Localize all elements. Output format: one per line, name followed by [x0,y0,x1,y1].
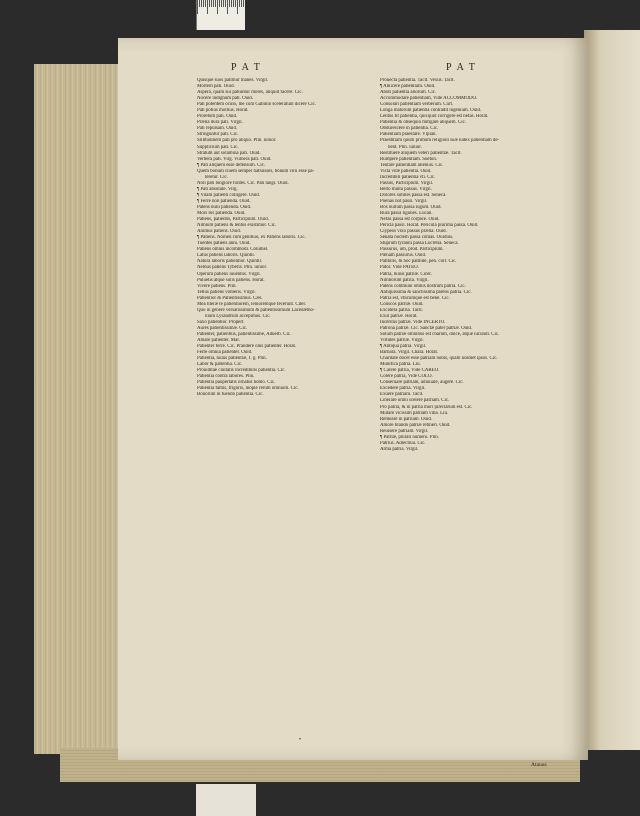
catchword: Atauus [531,762,547,768]
text-line: ¶ Ferre non patienda. Ouid. [197,198,251,204]
text-line: Passus, Participium. Virgil. [380,180,434,186]
text-line: Antiquissima & sanctissima parens patria. Cic. [380,289,472,295]
text-line: teretur. Cic. [205,174,228,180]
text-line: Patientia contra labores. Plin. [197,374,255,380]
text-line: Longa malorum patientia contradit ingenium. Ouid. [380,108,482,114]
text-line: Sillitudinem pati pro aliquo. Plin. iunior. [197,138,277,144]
text-line: Conscos patriæ. Ouid. [380,301,424,307]
text-line: ¶ Patiens. Nomen cum genitiuo, ex Patiens laboris. Cic. [197,235,306,241]
text-line: ¶ Patriæ, plurali numero. Plin. [380,434,439,440]
text-line: Patiens omnis incommodi. Columel. [197,247,269,253]
text-line: Aspera, quam sui patiuntur mores, aliquid facere. Cic. [197,90,303,96]
text-line: Pati potentem oculo, me cum Gabinio sceleratum dicere Cic. [197,102,316,108]
text-line: Conseruare patriam, adiuuare, augere. Cic. [380,380,464,386]
text-line: Aures patientissimæ. Cic. [197,325,248,331]
text-line: Patientia famis, frigoris, inopie rerum omnium. Cic. [197,386,299,392]
text-line: nium Lysandrum accepimus. Cic. [205,313,271,319]
text-line: Patientia & obsequio mitigare aliquem. Cic. [380,120,466,126]
text-line: Nimium patiens & lentus existimor. Cic. [197,223,277,229]
text-line: Quem bonum ciuem semper habuisses, bonum virū esse pa- [197,168,315,174]
text-line: Amore blando patriæ retineri. Ouid. [380,422,451,428]
text-line: Arma patria. Virgil. [380,446,419,452]
running-head-right: PAT [446,62,481,73]
text-line: Restituere aliquem veteri patientiæ. Tacit. [380,150,462,156]
text-line: Exul patriæ. Horat. [380,313,418,319]
text-line: Excidera patria. Tacit. [380,307,424,313]
running-head-left: PAT [231,62,266,73]
text-line: Victa vitæ patientia. Ouid. [380,168,432,174]
text-line: Nemus patiens Tyberis. Plin. iunior. [197,265,268,271]
text-line: Patienter ferre. Cic. Prandere olus patienter. Horat. [197,344,297,350]
text-line: Pericla passi. Horat. Pericula plurima passa. Ouid. [380,223,479,229]
text-line: Patientiam praestare. Vlpian. [380,132,437,138]
text-line: Prælia dura pati. Virgil. [197,120,243,126]
text-line: Stratum aut solamina pati. Ouid. [197,150,261,156]
text-line: Praestitiam quum primum religioni suæ iudex patientiam de- [380,138,500,144]
text-line: Pati potius mollius. Horat. [197,108,249,114]
facing-page [584,30,640,750]
text-line: Abuti patientia aliorum. Cic. [380,90,437,96]
scale-ruler [196,0,245,30]
text-line: Charitate docet esse patriam nobis, quam nosmet ipsos. Cic. [380,356,498,362]
text-line: Natura laboris patientior. Quintil. [197,259,263,265]
text-line: Patientia paupertatis ornatus homo. Cic. [197,380,276,386]
text-line: Nocere indignum pati. Ouid. [197,96,254,102]
text-line: Prouiditae ciuitatis incredibilis patientia. Cic. [197,368,286,374]
text-line: Pati repulsam. Ouid. [197,126,238,132]
text-line: Virtutes patriæ. Virgil. [380,338,424,344]
text-line: Accommodare patientiam, Vide ACCOMMODO. [380,96,478,102]
text-line: Bos nullum passa iugum. Ouid. [380,204,442,210]
text-line: Latus patiens laboris. Quintil. [197,253,255,259]
text-line: Tuentes patiens anni. Ouid. [197,241,251,247]
text-line: Patiens, patientis, Participium. Ouid. [197,217,269,223]
text-line: ¶ Abiicere patientiam. Ouid. [380,84,436,90]
text-line: Patibilis, & hoc patibile, pen. corr. Cic. [380,259,457,265]
text-line: Quo in genere versatissimum & patientissimum Lacedæmo- [197,307,315,313]
text-line: Obdurescere in patientia. Cic. [380,126,439,132]
text-line: Rura passa ligones. Lucan. [380,211,433,217]
text-line: ¶ Vilam patienti colligere. Ouid. [197,192,260,198]
text-line: Bonorum in tuendo patientia. Cic. [197,392,264,398]
text-line: Mors bis patienda. Ouid. [197,211,246,217]
text-line: Patientia, huius patientiæ, f. g. Plin. [197,356,267,362]
right-text-column [380,78,558,453]
text-line: Vivere patiens. Plin. [197,283,237,289]
text-line: Amare patienter. Mar. [197,338,240,344]
text-line: Prouecta patientia. Tacit. Vexus. Tacit. [380,78,455,83]
text-line: Tentare patientiam alienius. Cic. [380,162,444,168]
text-line: Saxo patientior. Propert. [197,319,245,325]
text-line: Stringuntur pati. Cic. [197,132,239,138]
text-line: Liberare omni scelere patriam. Cic. [380,398,450,404]
text-line: bent. Plin. iunior. [388,144,422,150]
text-line: Ferre omnia patienter. Ouid. [197,350,253,356]
text-line: Consolari patientiam verberum. Curt. [380,102,454,108]
scale-ruler-bottom [196,784,256,816]
text-line: Patria, huius patriæ. Cicer. [380,271,432,277]
text-line: Exuere patriam. Tacit. [380,392,424,398]
text-line: Barbara. Virgil. Chara. Horat. [380,350,439,356]
text-line: Mortem pati. Ouid. [197,84,235,90]
text-line: Proretum pati. Ouid. [197,114,238,120]
text-line: Mutare vicissim patriam vitia. Liu. [380,410,449,416]
text-line: Verbera pati. Virg. Vulnera pati. Ouid. [197,156,272,162]
text-line: Clypeos vixo passus prælia. Ouid. [380,229,447,235]
text-line: Incredibili patientia vti. Cic. [380,174,436,180]
text-line: Labor & patientia. Cic. [197,362,243,368]
text-line: Rumpere patientiam. Sueton. [380,156,438,162]
text-line: Supplicium pati. Cic. [197,144,239,150]
text-line: Passurus, um, prod. Participium. [380,247,444,253]
text-line: Pator. Vide PATEO. [380,265,419,271]
text-line: Patrona patriæ. Cic. Sanctæ pater patriæ. Ouid. [380,325,473,331]
book-page-edges [34,64,120,754]
text-line: ¶ Antiqua patria. Virgil. [380,344,427,350]
text-line: Patienter, patientius, patientissime, Aduerb. Cic. [197,331,292,337]
text-line: Excedere patria. Virgil. [380,386,426,392]
text-line: Puluetis atque solis patiens. Horat. [197,277,265,283]
text-line: ¶ Carere patria, Vide CAREO. [380,368,440,374]
text-line: Dolores similes passa est. Seneca. [380,192,447,198]
text-line: Pro patria, & in patria mori præclarum est. Cic. [380,404,473,410]
text-line: Animus patiens. Ouid. [197,229,242,235]
left-text-column [197,78,373,398]
text-line: Colere patria, Vide COLO. [380,374,433,380]
text-line: Senata noctem passa comas. Ouidius. [380,235,454,241]
text-line: Noli pati longiore fontes. Cic. Pati tangi. Ouid. [197,180,289,186]
text-line: Quisque suos patimur manes. Virgil. [197,78,269,83]
text-line: Solum patriæ omnibus est charum, dulce, atque iucundi. Cic. [380,331,500,337]
text-line: Bello multa passus. Virgil. [380,186,432,192]
text-line: Tellus patiens vomeris. Virgil. [197,289,256,295]
text-line: Inceritus patriæ. Vide INCERTO. [380,319,446,325]
text-line: Operum patiens iuuentus. Virgil. [197,271,261,277]
text-line: Stuprum tyranni passa Lucretia. Seneca. [380,241,459,247]
text-line: Remeare in patriam. Ouid. [380,416,433,422]
text-line: Nimborum patria. Virgil. [380,277,429,283]
text-line: Patens communi omnis nostrûm patria. Cic. [380,283,466,289]
text-line: ¶ Pati aliquem esse defensum. Cic. [197,162,266,168]
text-line: Patientior & Patientissimus. Cæs. [197,295,263,301]
ink-mark: • [299,737,302,743]
text-line: Pœnam passurus. Ouid. [380,253,427,259]
text-line: Patrius. Adiectiuū. Cic. [380,440,426,446]
text-line: Poenas not passi. Virgil. [380,198,428,204]
text-line: Lentus fit patientia, quicquid corrigere est nefas. Horat. [380,114,489,120]
text-line: Patens nulli patienda. Ouid. [197,204,252,210]
text-line: Munifica patria. Liu. [380,362,421,368]
text-line: Mea literæ te patientiorem, lenioremque fecerunt. Citer. [197,301,307,307]
text-line: Nefas passa est corpore. Ouid. [380,217,440,223]
text-line: Patria est, vbicumque est bene. Cic. [380,295,450,301]
text-line: Reuisere patriam. Virgil. [380,428,429,434]
text-line: ¶ Pati absolute. Virg. [197,186,238,192]
